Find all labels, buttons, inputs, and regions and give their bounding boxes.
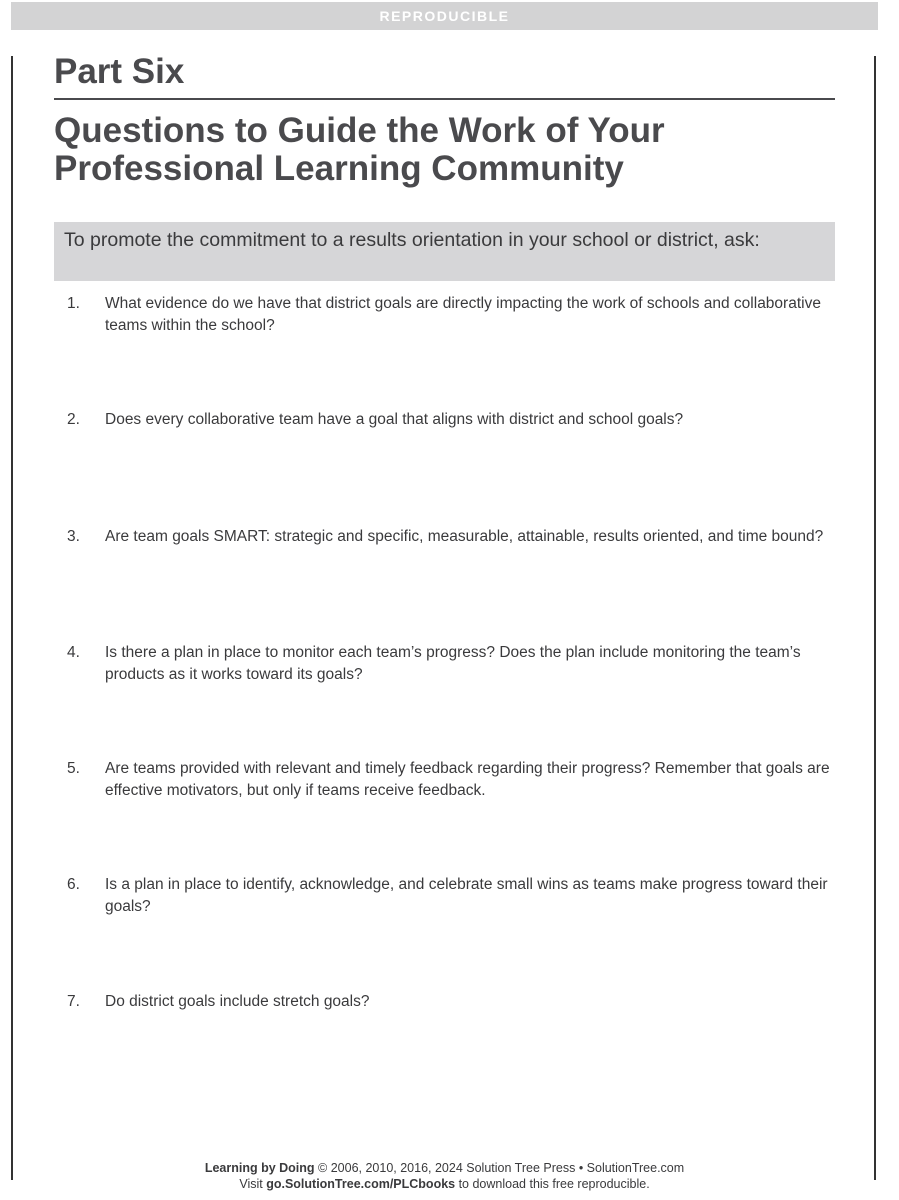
visit-prefix: Visit [239, 1177, 267, 1191]
question-number: 3. [67, 527, 80, 545]
question-text: Does every collaborative team have a goal that aligns with district and school goals? [105, 411, 684, 429]
question-item [54, 409, 835, 525]
question-number: 5. [67, 760, 80, 778]
question-item [54, 991, 835, 1107]
reproducible-link[interactable]: go.SolutionTree.com/PLCbooks [266, 1177, 456, 1191]
title-divider [54, 98, 835, 100]
question-number: 2. [67, 411, 80, 429]
footer [0, 1160, 889, 1192]
question-item [54, 642, 835, 758]
footer-visit-line [0, 1176, 889, 1192]
question-text: Are team goals SMART: strategic and specific, measurable, attainable, results oriented, and time bound? [105, 527, 824, 545]
question-text: Is there a plan in place to monitor each team’s progress? Does the plan include monitoring the team’s products as it works toward its goals? [105, 643, 801, 683]
question-text: Do district goals include stretch goals? [105, 992, 370, 1010]
left-margin-rule [11, 56, 13, 1180]
question-number: 6. [67, 876, 80, 894]
question-list [54, 293, 835, 1107]
question-item [54, 293, 835, 409]
question-item [54, 526, 835, 642]
question-number: 7. [67, 992, 80, 1010]
prompt-text: To promote the commitment to a results orientation in your school or district, ask: [64, 229, 760, 251]
question-number: 4. [67, 643, 80, 661]
right-margin-rule [874, 56, 876, 1180]
question-text: Are teams provided with relevant and timely feedback regarding their progress? Remember that goals are effective motivators, but only if teams receive feedback. [105, 760, 830, 800]
question-number: 1. [67, 295, 80, 312]
part-label: Part Six [54, 52, 185, 91]
question-item [54, 758, 835, 874]
page-title: Questions to Guide the Work of Your Professional Learning Community [54, 111, 665, 188]
question-text: Is a plan in place to identify, acknowledge, and celebrate small wins as teams make progress toward their goals? [105, 876, 828, 916]
book-title: Learning by Doing [204, 1161, 315, 1175]
visit-suffix: to download this free reproducible. [455, 1177, 650, 1191]
reproducible-banner: REPRODUCIBLE [11, 2, 878, 30]
footer-copyright-line [0, 1160, 889, 1176]
copyright-text: © 2006, 2010, 2016, 2024 Solution Tree Press • SolutionTree.com [314, 1161, 685, 1175]
question-text: What evidence do we have that district goals are directly impacting the work of schools and collaborative teams within the school? [105, 295, 821, 334]
prompt-box [54, 222, 835, 281]
question-item [54, 874, 835, 990]
